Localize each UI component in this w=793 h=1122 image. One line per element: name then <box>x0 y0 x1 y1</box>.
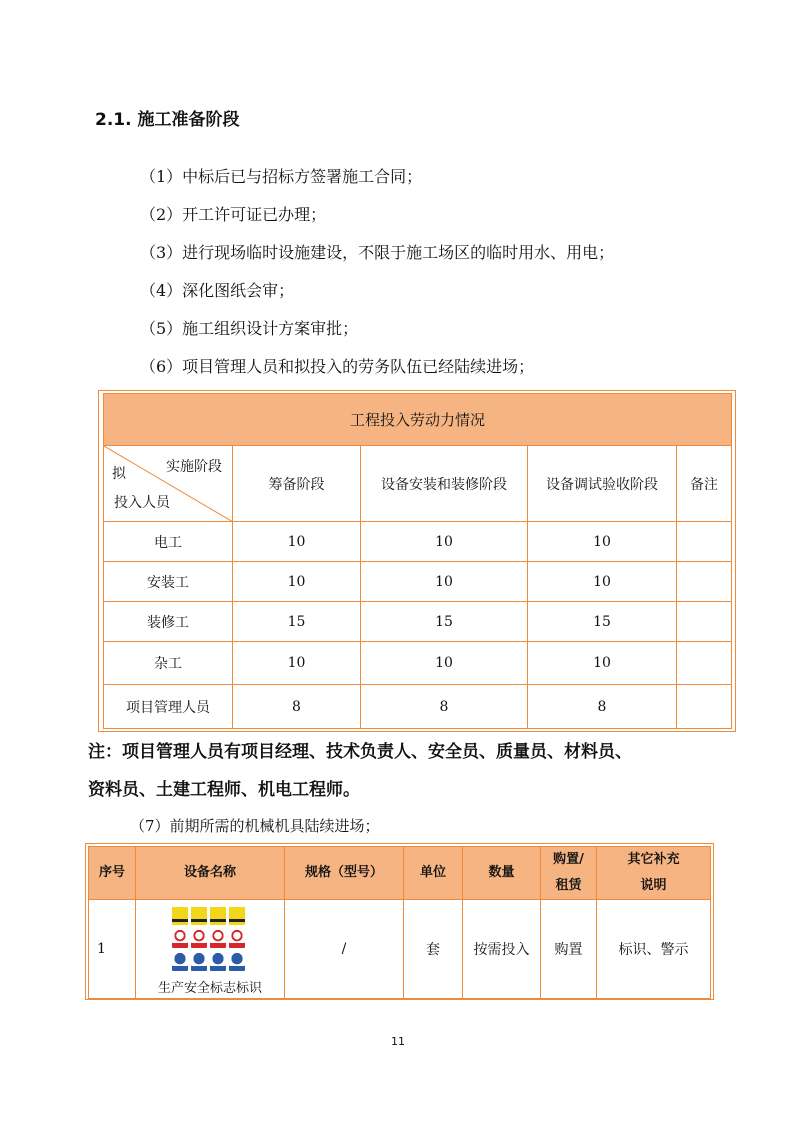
list-item: （2）开工许可证已办理； <box>140 205 327 224</box>
column-header: 规格（型号） <box>285 847 404 900</box>
spec-cell: / <box>285 900 404 999</box>
column-header: 设备调试验收阶段 <box>528 446 677 522</box>
header-line: 说明 <box>640 878 667 893</box>
safety-signs-image <box>172 905 248 971</box>
column-header: 设备安装和装修阶段 <box>361 446 528 522</box>
value-cell: 8 <box>528 685 677 729</box>
list-item: （3）进行现场临时设施建设，不限于施工场区的临时用水、用电； <box>140 243 615 262</box>
value-cell: 15 <box>233 602 361 642</box>
qty-cell: 按需投入 <box>463 900 541 999</box>
note-line: 注：项目管理人员有项目经理、技术负责人、安全员、质量员、材料员、 <box>88 742 632 762</box>
value-cell: 10 <box>528 562 677 602</box>
list-item: （7）前期所需的机械机具陆续进场； <box>130 817 380 835</box>
role-cell: 项目管理人员 <box>104 685 233 729</box>
value-cell: 15 <box>528 602 677 642</box>
header-line: 租赁 <box>555 878 582 893</box>
value-cell <box>677 522 732 562</box>
purchase-cell: 购置 <box>541 900 597 999</box>
column-header <box>597 847 711 900</box>
page-number: 11 <box>391 1035 405 1048</box>
column-header: 备注 <box>677 446 732 522</box>
column-header: 数量 <box>463 847 541 900</box>
value-cell: 10 <box>528 642 677 685</box>
table-row <box>104 685 732 729</box>
table-row <box>104 642 732 685</box>
value-cell: 10 <box>528 522 677 562</box>
column-header: 序号 <box>89 847 136 900</box>
section-heading: 2.1. 施工准备阶段 <box>95 110 240 130</box>
role-cell: 装修工 <box>104 602 233 642</box>
value-cell: 15 <box>361 602 528 642</box>
header-line: 其它补充 <box>627 852 680 867</box>
value-cell: 10 <box>361 562 528 602</box>
corner-left-label: 拟 <box>112 466 126 482</box>
value-cell <box>677 685 732 729</box>
column-header: 单位 <box>404 847 463 900</box>
value-cell <box>677 602 732 642</box>
value-cell: 10 <box>233 642 361 685</box>
corner-top-label: 实施阶段 <box>166 459 222 475</box>
value-cell: 10 <box>233 522 361 562</box>
name-cell <box>136 900 285 999</box>
table-row <box>104 602 732 642</box>
list-item: （6）项目管理人员和拟投入的劳务队伍已经陆续进场； <box>140 357 535 376</box>
corner-cell <box>104 446 233 522</box>
value-cell: 10 <box>361 642 528 685</box>
table-row <box>104 562 732 602</box>
role-cell: 杂工 <box>104 642 233 685</box>
note-line: 资料员、土建工程师、机电工程师。 <box>88 780 360 800</box>
column-header: 筹备阶段 <box>233 446 361 522</box>
value-cell: 10 <box>361 522 528 562</box>
unit-cell: 套 <box>404 900 463 999</box>
value-cell: 8 <box>233 685 361 729</box>
labor-table <box>103 393 732 729</box>
column-header: 设备名称 <box>136 847 285 900</box>
column-header <box>541 847 597 900</box>
role-cell: 电工 <box>104 522 233 562</box>
list-item: （5）施工组织设计方案审批； <box>140 319 359 338</box>
labor-table-title: 工程投入劳动力情况 <box>104 394 732 446</box>
value-cell: 10 <box>233 562 361 602</box>
equipment-name: 生产安全标志标识 <box>157 980 262 996</box>
value-cell <box>677 642 732 685</box>
role-cell: 安装工 <box>104 562 233 602</box>
list-item: （1）中标后已与招标方签署施工合同； <box>140 167 423 186</box>
table-row <box>89 900 711 999</box>
list-item: （4）深化图纸会审； <box>140 281 295 300</box>
value-cell <box>677 562 732 602</box>
corner-bottom-label: 投入人员 <box>114 495 170 511</box>
value-cell: 8 <box>361 685 528 729</box>
equipment-table <box>88 846 711 999</box>
table-row <box>104 522 732 562</box>
remark-cell: 标识、警示 <box>597 900 711 999</box>
no-cell: 1 <box>89 900 136 999</box>
header-line: 购置/ <box>553 852 584 867</box>
